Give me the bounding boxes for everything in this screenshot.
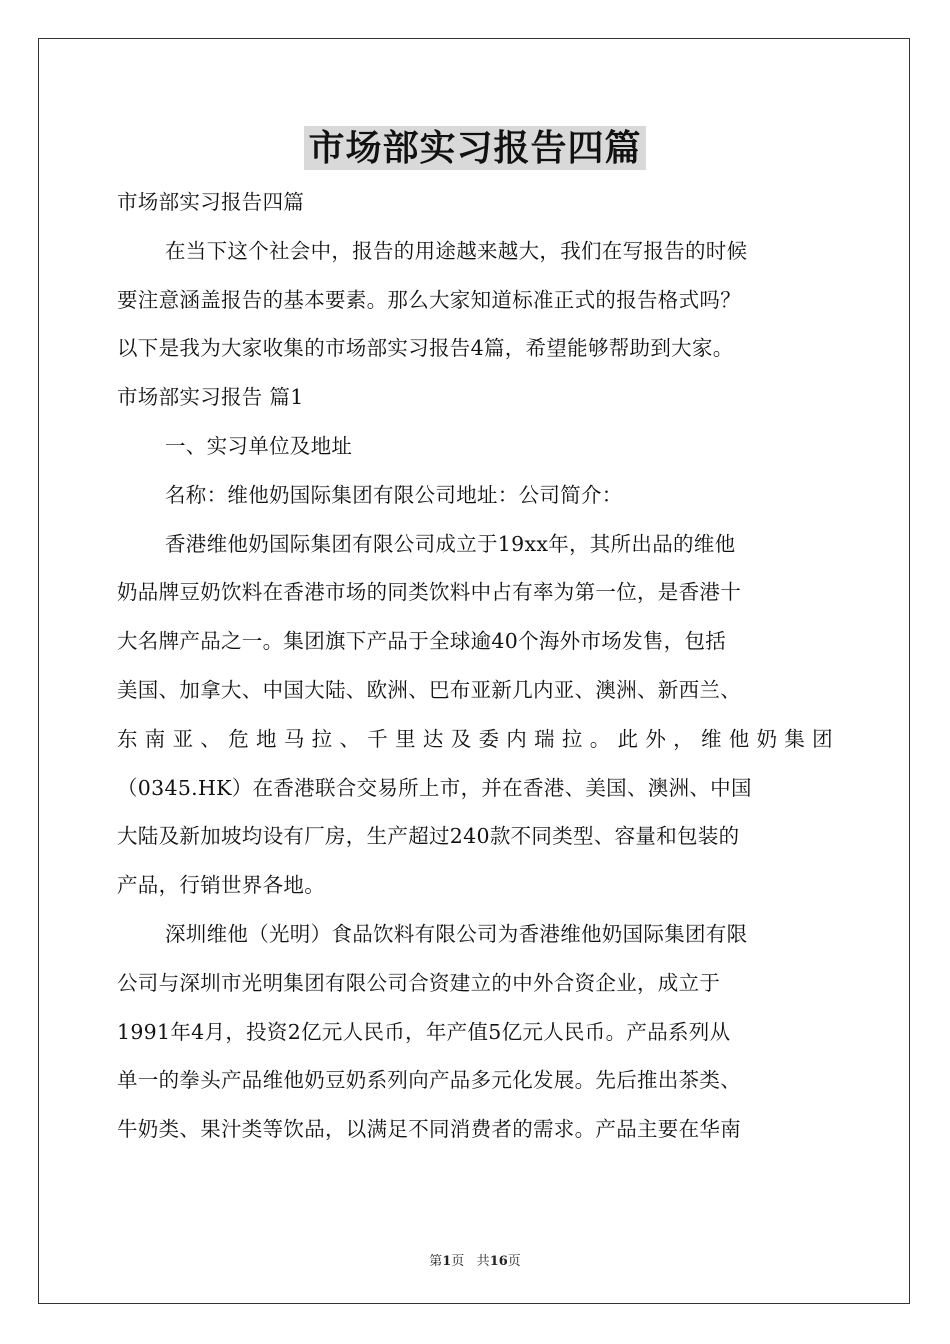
text-line: 大名牌产品之一。集团旗下产品于全球逾40个海外市场发售，包括 <box>117 629 727 654</box>
text-line: 市场部实习报告四篇 <box>117 190 305 214</box>
text-line: 产品，行销世界各地。 <box>117 873 325 898</box>
text-line: 公司与深圳市光明集团有限公司合资建立的中外合资企业，成立于 <box>117 970 721 995</box>
footer-page-prefix: 第 <box>429 1254 443 1269</box>
text-line: 一、实习单位及地址 <box>165 433 353 458</box>
page-footer <box>0 1250 950 1269</box>
text-line: 市场部实习报告 篇1 <box>117 385 304 410</box>
text-line: 香港维他奶国际集团有限公司成立于19xx年，其所出品的维他 <box>165 531 736 556</box>
text-line: 名称：维他奶国际集团有限公司地址：公司简介： <box>165 482 623 507</box>
text-line: （0345.HK）在香港联合交易所上市，并在香港、美国、澳洲、中国 <box>117 775 752 800</box>
footer-total-suffix: 页 <box>507 1254 521 1269</box>
footer-total-pages: 16 <box>489 1254 508 1269</box>
footer-total-prefix: 共 <box>476 1254 490 1269</box>
text-line: 大陆及新加坡均设有厂房，生产超过240款不同类型、容量和包装的 <box>117 824 740 849</box>
footer-page-number: 1 <box>442 1254 452 1269</box>
footer-page-suffix: 页 <box>451 1254 465 1269</box>
text-line: 要注意涵盖报告的基本要素。那么大家知道标准正式的报告格式吗？ <box>117 287 741 312</box>
document-title: 市场部实习报告四篇 <box>304 126 645 170</box>
text-line: 深圳维他（光明）食品饮料有限公司为香港维他奶国际集团有限 <box>165 921 748 946</box>
text-line: 东南亚、危地马拉、千里达及委内瑞拉。此外，维他奶集团 <box>117 726 833 751</box>
text-line: 奶品牌豆奶饮料在香港市场的同类饮料中占有率为第一位，是香港十 <box>117 580 741 605</box>
document-body <box>117 178 833 1154</box>
text-line: 美国、加拿大、中国大陆、欧洲、巴布亚新几内亚、澳洲、新西兰、 <box>117 677 741 702</box>
text-line: 以下是我为大家收集的市场部实习报告4篇，希望能够帮助到大家。 <box>117 336 734 361</box>
title-container <box>0 126 950 170</box>
text-line: 牛奶类、果汁类等饮品，以满足不同消费者的需求。产品主要在华南 <box>117 1117 741 1142</box>
text-line: 1991年4月，投资2亿元人民币，年产值5亿元人民币。产品系列从 <box>117 1019 731 1044</box>
text-line: 在当下这个社会中，报告的用途越来越大，我们在写报告的时候 <box>165 238 748 263</box>
text-line: 单一的拳头产品维他奶豆奶系列向产品多元化发展。先后推出茶类、 <box>117 1068 741 1093</box>
